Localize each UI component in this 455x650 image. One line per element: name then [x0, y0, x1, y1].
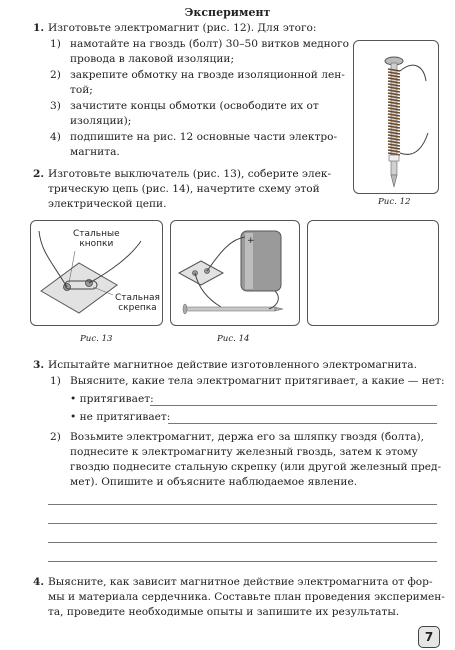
- task1-sub2-line1: закрепите обмотку на гвозде изоляционной лен-: [70, 69, 345, 81]
- figure-13-label-clip: Стальная скрепка: [115, 293, 160, 313]
- task2-line2: трическую цепь (рис. 14), начертите схему этой: [48, 183, 320, 195]
- task1-sub1-line1: намотайте на гвоздь (болт) 30–50 витков медного: [70, 38, 350, 50]
- answer-line[interactable]: [48, 542, 437, 543]
- task2-line1: Изготовьте выключатель (рис. 13), соберите элек-: [48, 168, 332, 180]
- figure-14-caption: Рис. 14: [217, 334, 250, 344]
- task1-sub3-line2: изоляции);: [70, 115, 132, 127]
- task1-sub2-line2: той;: [70, 84, 93, 96]
- task3-sub2-line3: гвоздю поднесите стальную скрепку (или другой железный пред-: [70, 461, 442, 473]
- answer-line-not-attracts[interactable]: [168, 423, 437, 424]
- figure-12-frame: [353, 40, 439, 194]
- schematic-drawing-area[interactable]: [307, 220, 439, 326]
- task3-intro: Испытайте магнитное действие изготовленного электромагнита.: [48, 359, 417, 371]
- task4-line3: та, проведите необходимые опыты и запишите их результаты.: [48, 606, 400, 618]
- task2-line3: электрической цепи.: [48, 198, 167, 210]
- task3-sub2-num: 2): [50, 431, 61, 443]
- task3-sub2-line1: Возьмите электромагнит, держа его за шляпку гвоздя (болта),: [70, 431, 425, 443]
- electromagnet-illustration: [354, 41, 438, 193]
- svg-text:+: +: [247, 236, 255, 246]
- page-title: Эксперимент: [184, 6, 271, 19]
- task4-line1: Выясните, как зависит магнитное действие электромагнита от фор-: [48, 576, 433, 588]
- task1-sub3-num: 3): [50, 100, 61, 112]
- task1-intro: Изготовьте электромагнит (рис. 12). Для этого:: [48, 22, 317, 34]
- answer-line[interactable]: [48, 561, 437, 562]
- task1-sub4-num: 4): [50, 131, 61, 143]
- task3-sub1-num: 1): [50, 375, 61, 387]
- figure-13-label-buttons: Стальные кнопки: [73, 229, 120, 249]
- task3-sub2-line4: мет). Опишите и объясните наблюдаемое явление.: [70, 476, 358, 488]
- task4-line2: мы и материала сердечника. Составьте план проведения эксперимен-: [48, 591, 445, 603]
- figure-14-frame: [170, 220, 300, 326]
- figure-13-caption: Рис. 13: [80, 334, 113, 344]
- task1-sub1-line2: провода в лаковой изоляции;: [70, 53, 235, 65]
- task2-number: 2.: [33, 168, 45, 180]
- circuit-illustration: [171, 221, 299, 325]
- task1-sub4-line2: магнита.: [70, 146, 120, 158]
- page-number: 7: [418, 626, 440, 648]
- figure-12-caption: Рис. 12: [378, 197, 411, 207]
- task1-sub2-num: 2): [50, 69, 61, 81]
- answer-line-attracts[interactable]: [150, 405, 437, 406]
- task3-number: 3.: [33, 359, 45, 371]
- figure-13-frame: [30, 220, 163, 326]
- task1-sub3-line1: зачистите концы обмотки (освободите их от: [70, 100, 319, 112]
- task4-number: 4.: [33, 576, 45, 588]
- bullet-not-attracts: • не притягивает:: [70, 411, 171, 423]
- bullet-attracts: • притягивает:: [70, 393, 154, 405]
- task3-sub1-text: Выясните, какие тела электромагнит притягивает, а какие — нет:: [70, 375, 445, 387]
- answer-line[interactable]: [48, 523, 437, 524]
- task1-sub4-line1: подпишите на рис. 12 основные части электро-: [70, 131, 338, 143]
- task1-number: 1.: [33, 22, 45, 34]
- answer-line[interactable]: [48, 504, 437, 505]
- task3-sub2-line2: поднесите к электромагниту железный гвоздь, затем к этому: [70, 446, 418, 458]
- task1-sub1-num: 1): [50, 38, 61, 50]
